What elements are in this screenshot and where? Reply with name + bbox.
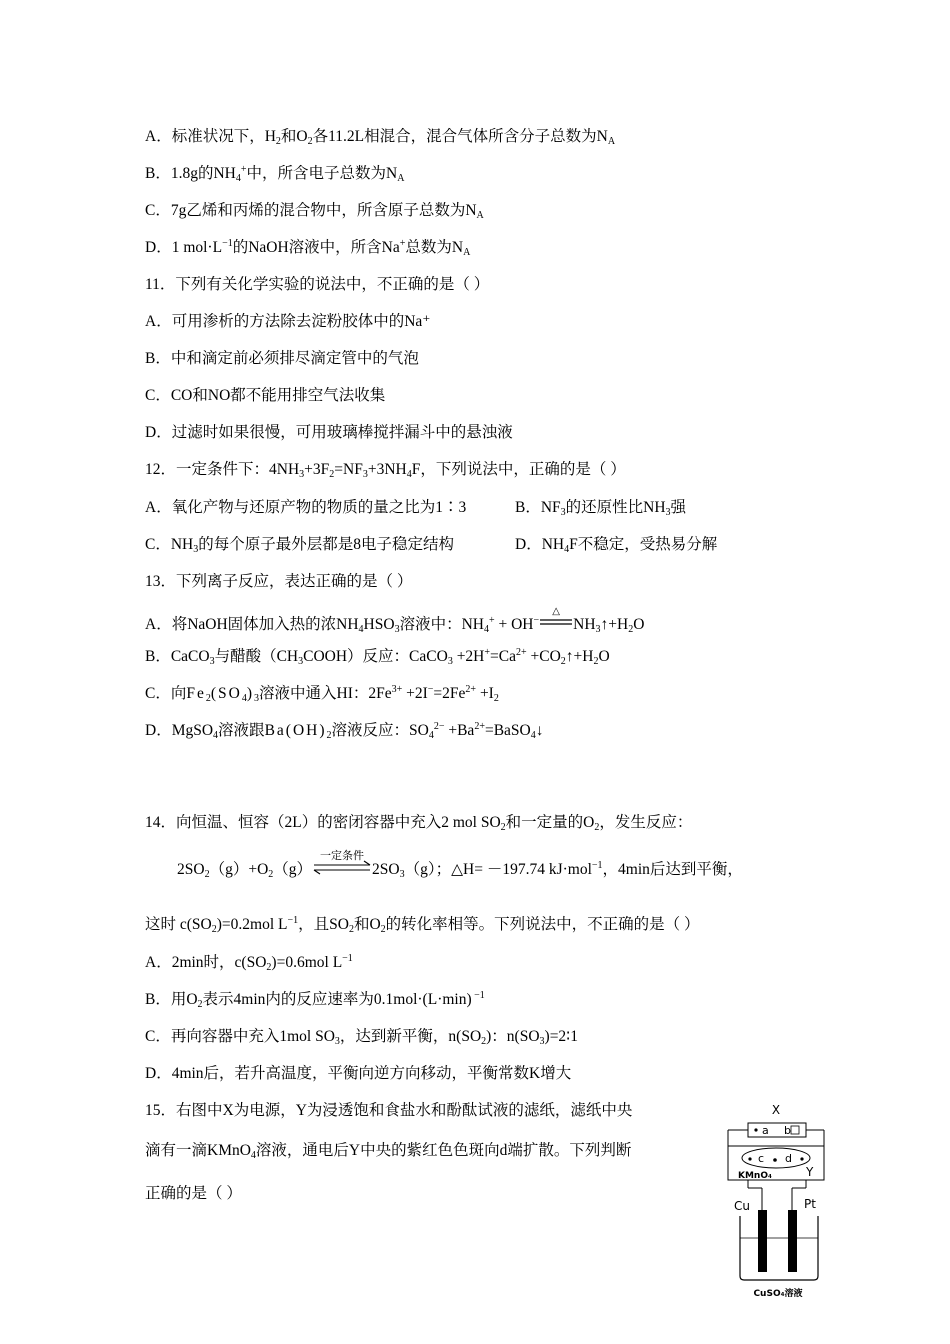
q13-option-b: B．CaCO$_3$与醋酸$(CH_3COOH)$反应：CaCO$_3$ $+2H^+=Ca^{2+}$ $+CO_2↑+H_2O$ — [145, 647, 610, 667]
q14-stem: 14．向恒温、恒容（2L）的密闭容器中充入2 mol $SO_2$和一定量的$O_2$，发生反应： — [145, 814, 693, 833]
q14-option-b: B．用$O_2$表示4min内的反应速率为0.1mol·(L·min) $^{-1}$ — [145, 990, 485, 1010]
q11-option-b: B．中和滴定前必须排尽滴定管中的气泡 — [145, 350, 419, 367]
copper-electrode — [758, 1210, 767, 1272]
q13-stem: 13．下列离子反应，表达正确的是（ ） — [145, 573, 413, 590]
q11-option-d: D．过滤时如果很慢，可用玻璃棒搅拌漏斗中的悬浊液 — [145, 424, 513, 441]
figure-label-y: Y — [806, 1165, 814, 1179]
q15-stem-line1: 15．右图中X为电源，Y为浸透饱和食盐水和酚酞试液的滤纸，滤纸中央 — [145, 1102, 633, 1119]
q12-stem: 12．一定条件下：$4NH_3+3F_2=NF_3+3NH_4F$，下列说法中，正确的是（ ） — [145, 461, 626, 480]
solution-label: CuSO₄溶液 — [753, 1289, 803, 1299]
electrode-label-cu: Cu — [734, 1199, 750, 1213]
platinum-electrode — [788, 1210, 797, 1272]
q10-option-a: A．标准状况下，$H_2$和$O_2$各11.2L相混合，混合气体所含分子总数为$N_A$ — [145, 128, 616, 147]
q10-option-b: B．1.8g的$NH_4^+$中，所含电子总数为$N_A$ — [145, 164, 405, 184]
terminal-label-a: a — [762, 1124, 769, 1137]
q12-options-ab — [145, 498, 845, 518]
figure-label-x: X — [771, 1103, 781, 1117]
q12-option-b: B．$NF_3$的还原性比$NH_3$强 — [515, 499, 687, 518]
q10-option-d: D．1 $mol\cdot L^{-1}$的NaOH溶液中，所含Na+总数为$N_A$ — [145, 238, 471, 258]
point-label-c: c — [758, 1152, 765, 1165]
electrode-label-pt: Pt — [804, 1197, 816, 1211]
equilibrium-arrow-icon: 一定条件 — [312, 858, 372, 878]
q14-option-a: A．2min时，$c(SO_2)=0.6mol$ $L^{-1}$ — [145, 953, 353, 973]
q13-option-d: D．MgSO$_4$溶液跟$Ba(OH)_2$溶液反应：$SO_4^{2-}$ $+Ba^{2+}=BaSO_4↓$ — [145, 721, 544, 741]
q14-option-d: D．4min后，若升高温度，平衡向逆方向移动，平衡常数K增大 — [145, 1065, 572, 1082]
electrolysis-diagram — [720, 1098, 835, 1303]
q12-option-d: D．$NH_4F$不稳定，受热易分解 — [515, 536, 718, 555]
q10-option-c: C．7g乙烯和丙烯的混合物中，所含原子总数为$N_A$ — [145, 202, 484, 221]
q11-option-c: C．CO和NO都不能用排空气法收集 — [145, 387, 386, 404]
q15-stem-line3: 正确的是（ ） — [145, 1185, 242, 1202]
q14-option-c: C．再向容器中充入1mol $SO_3$，达到新平衡，$n(SO_2)$：$n(SO_3)=2∶1$ — [145, 1028, 578, 1047]
heat-equals-sign: △ — [552, 606, 560, 617]
q14-equation: $2SO_2(g)+O_2(g)$ 一定条件 $2SO_3(g)$；△H= －197.74 kJ·mol$^{-1}$，4min后达到平衡， — [177, 850, 743, 880]
q11-option-a: A．可用渗析的方法除去淀粉胶体中的Na⁺ — [145, 313, 431, 330]
terminal-label-b: b — [784, 1124, 791, 1137]
q15-stem-line2: 滴有一滴KMnO$_4$溶液，通电后Y中央的紫红色色斑向d端扩散。下列判断 — [145, 1142, 632, 1161]
kmno4-label: KMnO₄ — [738, 1171, 772, 1181]
beaker — [740, 1216, 818, 1280]
q13-option-c: C．向$Fe_2(SO_4)_3$溶液中通入HI：$2Fe^{3+} +2I^-=2Fe^{2+} +I_2$ — [145, 684, 499, 704]
q12-options-cd — [145, 535, 845, 555]
q13-option-a: A．将NaOH固体加入热的浓$NH_4HSO_3$溶液中：$NH_4^+ + OH^-$ △ $NH_3↑+H_2O$ — [145, 606, 645, 635]
point-label-d: d — [785, 1152, 792, 1165]
q12-option-a: A．氧化产物与还原产物的物质的量之比为1∶3 — [145, 499, 467, 516]
q12-option-c: C．$NH_3$的每个原子最外层都是8电子稳定结构 — [145, 536, 454, 555]
q14-stem-continued: 这时 $c(SO_2)=0.2mol$ $L^{-1}$，且$SO_2$和$O_2$的转化率相等。下列说法中，不正确的是（ ） — [145, 915, 700, 935]
q11-stem: 11．下列有关化学实验的说法中，不正确的是（ ） — [145, 276, 490, 293]
